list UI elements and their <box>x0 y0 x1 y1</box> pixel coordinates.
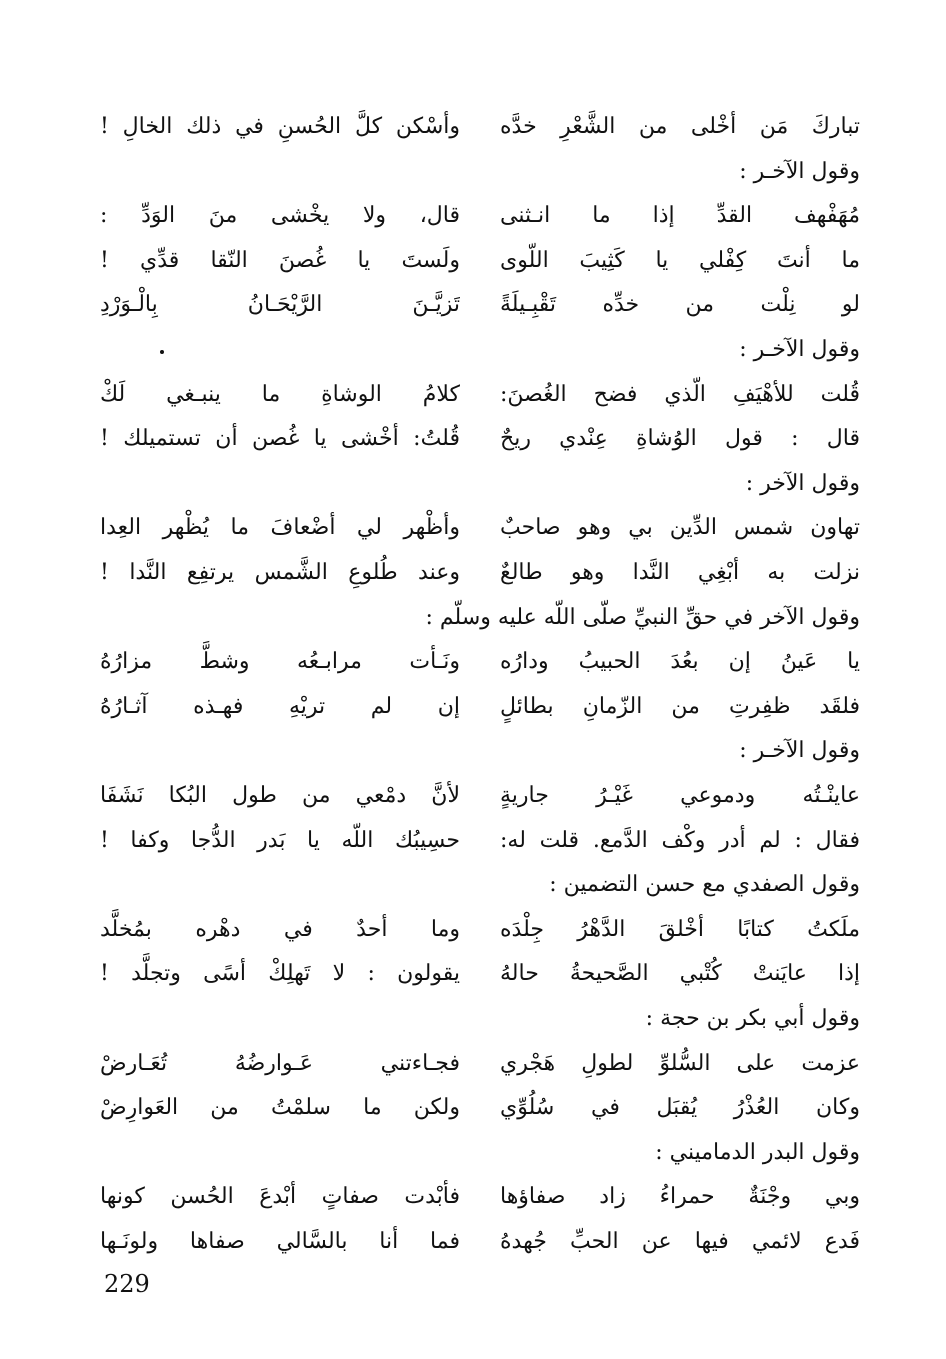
verse-line <box>100 1175 860 1219</box>
first-hemistich: تباركَ مَن أخْلى من الشَّعْرِ خدَّه <box>500 114 860 139</box>
verse-line <box>100 640 860 684</box>
first-hemistich: فَدع لائمي فيها عن الحبِّ جُهدهُ <box>500 1229 860 1254</box>
verse-line <box>100 417 860 461</box>
verse-line <box>100 373 860 417</box>
second-hemistich: فجـاءتني عَـوارضُهُ تُعَـارضْ <box>100 1050 460 1076</box>
first-hemistich: عزمت على السُّلوِّ لطولِ هَجْري <box>500 1050 860 1076</box>
verse-line <box>100 239 860 283</box>
first-hemistich: مُهَفْهف القدِّ إذا ما انـثنى <box>500 203 860 229</box>
verse-line <box>100 1042 860 1086</box>
second-hemistich: وعند طُلوعِ الشَّمس يرتفِع النَّدا ! <box>100 560 460 585</box>
first-hemistich: نزلت به أبْغِي النَّدا وهو طالعٌ <box>500 560 860 585</box>
intro-text: وقول الصفدي مع حسن التضمين : <box>549 872 860 898</box>
second-hemistich: إن لم تريْهِ فهـذه آثـارُهُ <box>100 693 460 719</box>
second-hemistich: فما أنا بالسَّالي صفاها ولونَـها <box>100 1229 460 1254</box>
second-hemistich: ولكن ما سلمْتُ من العَوارِضْ <box>100 1095 460 1121</box>
second-hemistich: تَزيَّـنَ الرَّيْحَـانُ بِالْـوَرْدِ <box>100 292 460 318</box>
intro-text: وقول أبي بكر بن حجة : <box>645 1006 860 1031</box>
second-hemistich: وما أحدٌ في دهْره بمُخلَّد <box>100 916 460 942</box>
first-hemistich: وبي وجْنَةٌ حمراءُ زاد صفاؤها <box>500 1184 860 1210</box>
verse-line <box>100 506 860 550</box>
intro-line <box>100 863 860 907</box>
intro-text: وقول الآخر : <box>745 470 860 496</box>
first-hemistich: قُلت للأهْيَفِ الّذي فضح الغُصنَ: <box>500 381 860 407</box>
first-hemistich: فقال : لم أدر وكْف الدَّمع. قلت له: <box>500 827 860 853</box>
second-hemistich: وأسْكن كلَّ الحُسنِ في ذلك الخالِ ! <box>100 114 460 139</box>
first-hemistich: إذا عايَنتْ كُتْبي الصَّحيحةُ حالهُ <box>500 961 860 987</box>
verse-line <box>100 819 860 863</box>
second-hemistich: ونَـأت مرابـعُه وشطَّ مزارُهُ <box>100 649 460 675</box>
first-hemistich: وكان العُذْرُ يُقبَل في سُلُوِّي <box>500 1095 860 1121</box>
verse-line <box>100 283 860 327</box>
first-hemistich: ما أنتَ كِفْلي يا كَثِيبَ اللّوى <box>500 247 860 273</box>
intro-line <box>100 328 860 372</box>
intro-line <box>100 150 860 194</box>
first-hemistich: عاينْـتُه ودموعي غَيْـرُ جاريةٍ <box>500 783 860 808</box>
first-hemistich: يا عَينُ إن بعُدَ الحبيبُ ودارُه <box>500 649 860 675</box>
second-hemistich: يقولون : لا تَهلِكْ أسًى وتجلَّد ! <box>100 961 460 987</box>
verse-line <box>100 908 860 952</box>
second-hemistich: وأظْهر لي أضْعافَ ما يُظْهر العِدا <box>100 515 460 541</box>
first-hemistich: قال : قول الوُشاةِ عِنْدي ريحٌ <box>500 426 860 452</box>
verse-line <box>100 194 860 238</box>
second-hemistich: ولَستَ يا غُصنَ النّقا قدِّي ! <box>100 247 460 273</box>
verse-line <box>100 105 860 149</box>
verse-line <box>100 1220 860 1264</box>
second-hemistich: قال، ولا يخْشى منَ الوَدِّ : <box>100 203 460 229</box>
verse-line <box>100 952 860 996</box>
intro-text: وقول الآخـر : <box>739 738 860 764</box>
intro-line <box>100 596 860 640</box>
second-hemistich: قُلتُ: أخْشى يا غُصن أن تستميلك ! <box>100 426 460 452</box>
page-number: 229 <box>104 1270 150 1298</box>
intro-text: وقول الآخـر : <box>739 158 860 184</box>
ink-speck <box>160 350 164 354</box>
second-hemistich: لأنَّ دمْعي من طول البُكا نَشَفَا <box>100 783 460 808</box>
intro-line <box>100 729 860 773</box>
intro-line <box>100 462 860 506</box>
verse-line <box>100 774 860 818</box>
intro-text: وقول الآخـر : <box>739 337 860 362</box>
intro-line <box>100 997 860 1041</box>
second-hemistich: حسِيبُك اللّه يا بَدر الدُّجا وكفا ! <box>100 827 460 853</box>
verse-line <box>100 1086 860 1130</box>
verse-line <box>100 551 860 595</box>
intro-text: وقول الآخر في حقِّ النبيِّ صلّى اللّه عليه وسلّم : <box>425 604 860 630</box>
intro-line <box>100 1131 860 1175</box>
first-hemistich: لو نِلْت من خدِّه تَقْبِـيلَةً <box>500 292 860 318</box>
first-hemistich: ملَكتُ كتابًا أخْلقَ الدَّهْرُ جِلْدَه <box>500 916 860 942</box>
second-hemistich: فأبْدت صفاتٍ أبْدعَ الحُسن كونها <box>100 1184 460 1210</box>
second-hemistich: كلامُ الوشاةِ ما ينبـغي لَكْ <box>100 381 460 407</box>
verse-line <box>100 685 860 729</box>
first-hemistich: تهاون شمس الدِّين بي وهو صاحبٌ <box>500 515 860 541</box>
first-hemistich: فلقَد ظفِرتِ من الزّمانِ بطائلٍ <box>500 693 860 719</box>
intro-text: وقول البدر الدماميني : <box>655 1139 860 1165</box>
